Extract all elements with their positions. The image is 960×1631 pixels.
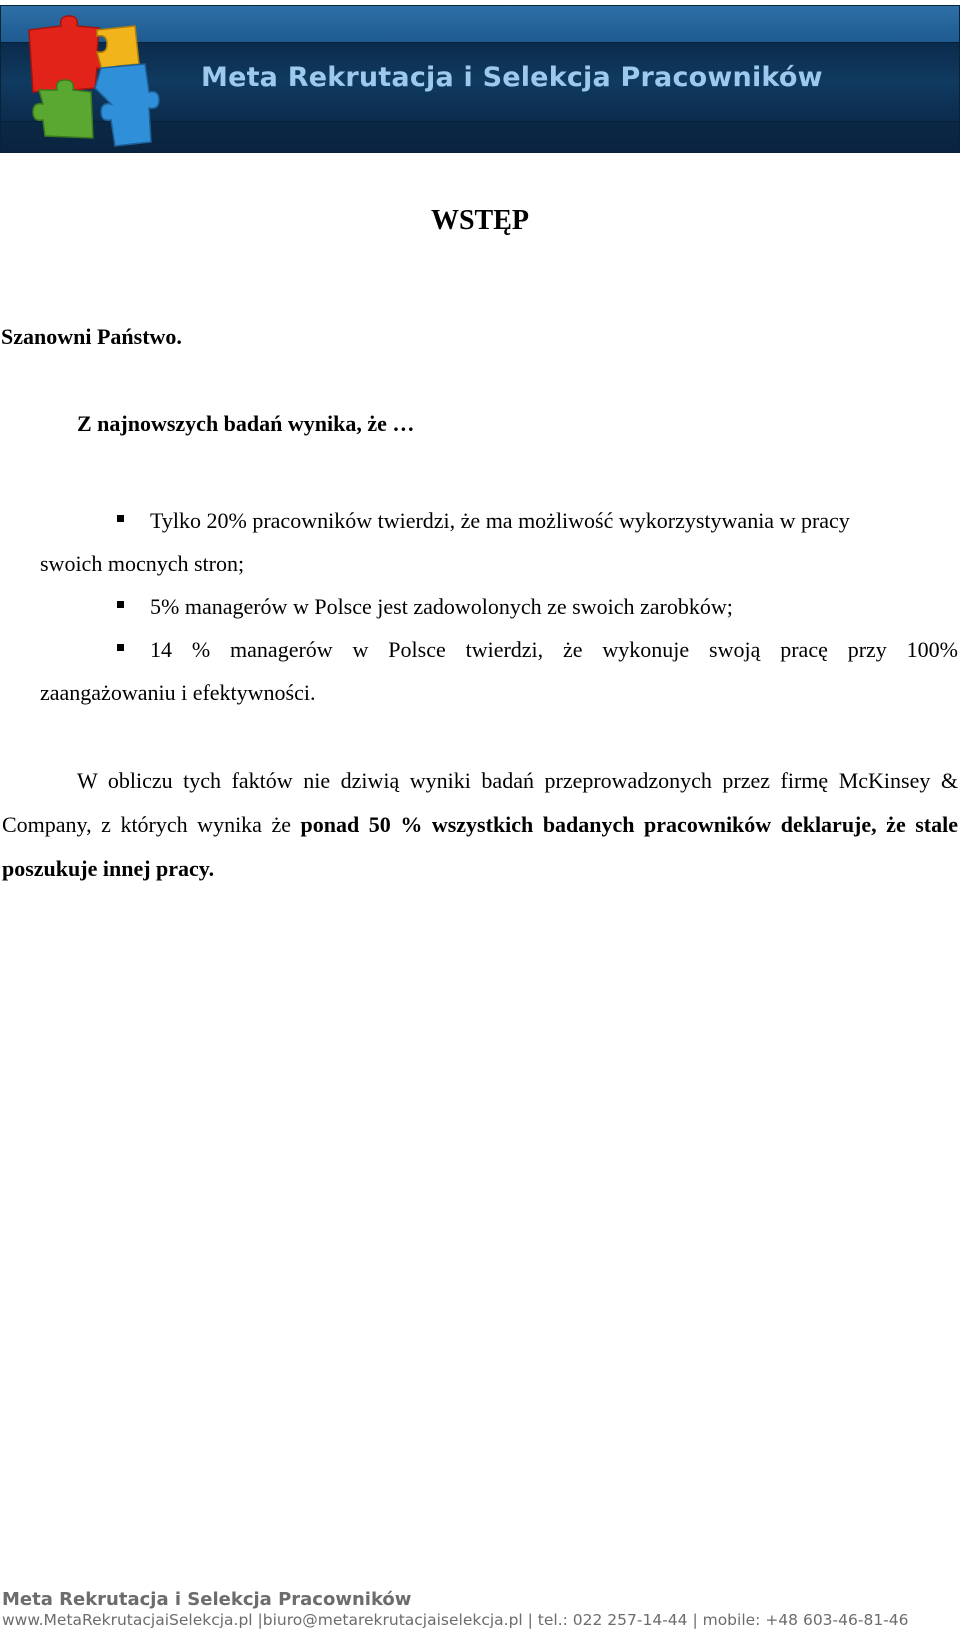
banner-title: Meta Rekrutacja i Selekcja Pracowników [201, 62, 823, 93]
intro-line: Z najnowszych badań wynika, że … [77, 411, 415, 436]
bullet-text: 14 % managerów w Polsce twierdzi, że wykonuje swoją pracę przy 100% [150, 637, 958, 662]
list-item [0, 585, 958, 628]
body-paragraph [2, 759, 958, 891]
list-item [0, 499, 958, 585]
puzzle-pieces-logo [17, 8, 167, 153]
page-footer [2, 1590, 958, 1630]
bullet-text-continued: swoich mocnych stron; [40, 551, 245, 576]
footer-contact: www.MetaRekrutacjaiSelekcja.pl |biuro@metarekrutacjaiselekcja.pl | tel.: 022 257-14-44 | mobile: +48 603-46-81-46 [2, 1611, 909, 1629]
paragraph-normal-text: W obliczu tych faktów nie dziwią wyniki badań przeprowadzonych przez firmę McKinsey & Company, z których wynika że [2, 768, 958, 837]
list-item [0, 628, 958, 714]
bullet-text: Tylko 20% pracowników twierdzi, że ma możliwość wykorzystywania w pracy [150, 508, 850, 533]
bullet-list [0, 499, 958, 714]
header-banner [0, 5, 960, 153]
bullet-text-continued: zaangażowaniu i efektywności. [40, 680, 316, 705]
paragraph-bold-text: ponad 50 % wszystkich badanych pracowników deklaruje, że stale poszukuje innej pracy. [2, 812, 959, 881]
footer-title: Meta Rekrutacja i Selekcja Pracowników [2, 1589, 412, 1610]
page-heading: WSTĘP [430, 205, 530, 236]
bullet-text: 5% managerów w Polsce jest zadowolonych ze swoich zarobków; [150, 594, 733, 619]
salutation: Szanowni Państwo. [1, 324, 182, 349]
